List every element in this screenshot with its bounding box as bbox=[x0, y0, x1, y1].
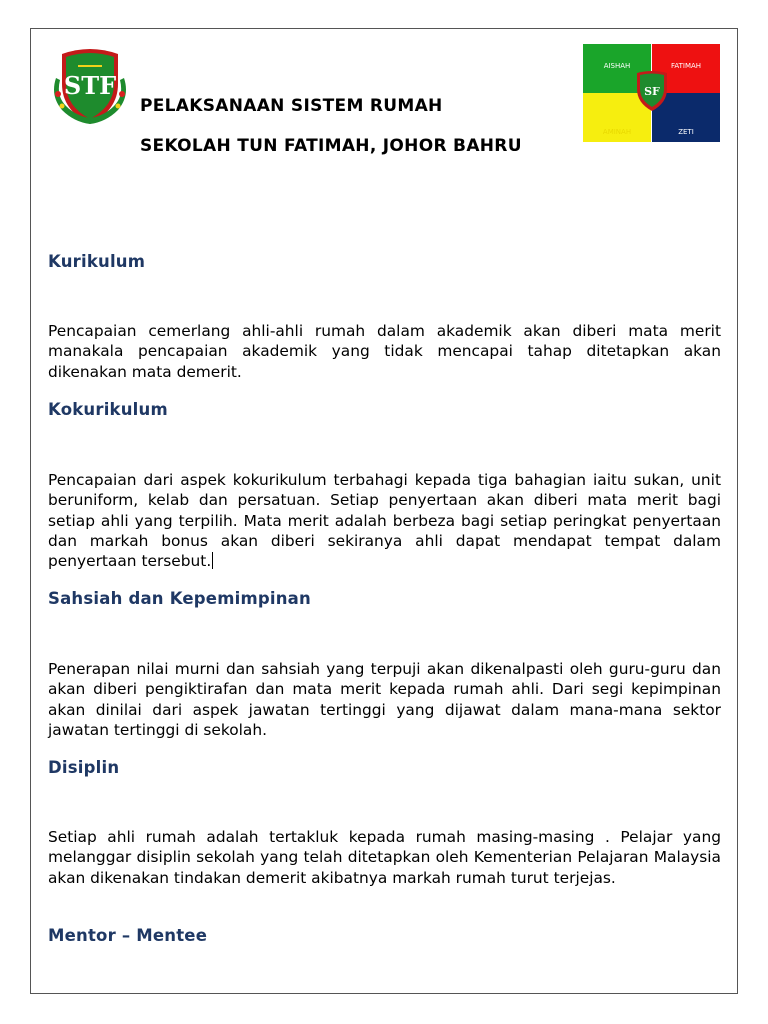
document-subtitle: SEKOLAH TUN FATIMAH, JOHOR BAHRU bbox=[140, 136, 522, 156]
house-aishah: AISHAH bbox=[583, 44, 651, 93]
heading-disiplin: Disiplin bbox=[48, 758, 120, 777]
document-title: PELAKSANAAN SISTEM RUMAH bbox=[140, 96, 443, 116]
house-aminah: AMINAH bbox=[583, 93, 651, 142]
school-crest-logo bbox=[48, 44, 132, 128]
paragraph-sahsiah-kepemimpinan: Penerapan nilai murni dan sahsiah yang terpuji akan dikenalpasti oleh guru-guru dan akan diberi pengiktirafan dan mata merit kepada rumah ahli. Dari segi kepimpinan akan dinilai dari aspek jawatan tertinggi yang dijawat dalam mana-mana sektor jawatan tertinggi di sekolah. bbox=[48, 660, 721, 739]
heading-mentor-mentee: Mentor – Mentee bbox=[48, 926, 208, 945]
house-badge-logo bbox=[633, 69, 671, 113]
text-cursor bbox=[212, 552, 213, 569]
house-color-board bbox=[583, 44, 720, 142]
heading-kurikulum: Kurikulum bbox=[48, 252, 146, 271]
paragraph-disiplin: Setiap ahli rumah adalah tertakluk kepada rumah masing-masing . Pelajar yang melanggar disiplin sekolah yang telah ditetapkan oleh Kementerian Pelajaran Malaysia akan dikenakan tindakan demerit akibatnya markah rumah turut terjejas. bbox=[48, 828, 721, 887]
crest-letters: STF bbox=[63, 71, 117, 100]
paragraph-kokurikulum: Pencapaian dari aspek kokurikulum terbahagi kepada tiga bahagian iaitu sukan, unit beruniform, kelab dan persatuan. Setiap penyertaan akan diberi mata merit bagi setiap ahli yang terpilih. Mata merit adalah berbeza bagi setiap peringkat penyertaan dan markah bonus akan diberi sekiranya ahli dapat mendapat tempat dalam penyertaan tersebut. bbox=[48, 471, 721, 571]
paragraph-kurikulum: Pencapaian cemerlang ahli-ahli rumah dalam akademik akan diberi mata merit manakala pencapaian akademik yang tidak mencapai tahap ditetapkan akan dikenakan mata demerit. bbox=[48, 322, 721, 381]
heading-kokurikulum: Kokurikulum bbox=[48, 400, 168, 419]
house-fatimah: FATIMAH bbox=[652, 44, 720, 93]
svg-text:SF: SF bbox=[644, 85, 660, 98]
heading-sahsiah-kepemimpinan: Sahsiah dan Kepemimpinan bbox=[48, 589, 311, 608]
house-zeti: ZETI bbox=[652, 93, 720, 142]
